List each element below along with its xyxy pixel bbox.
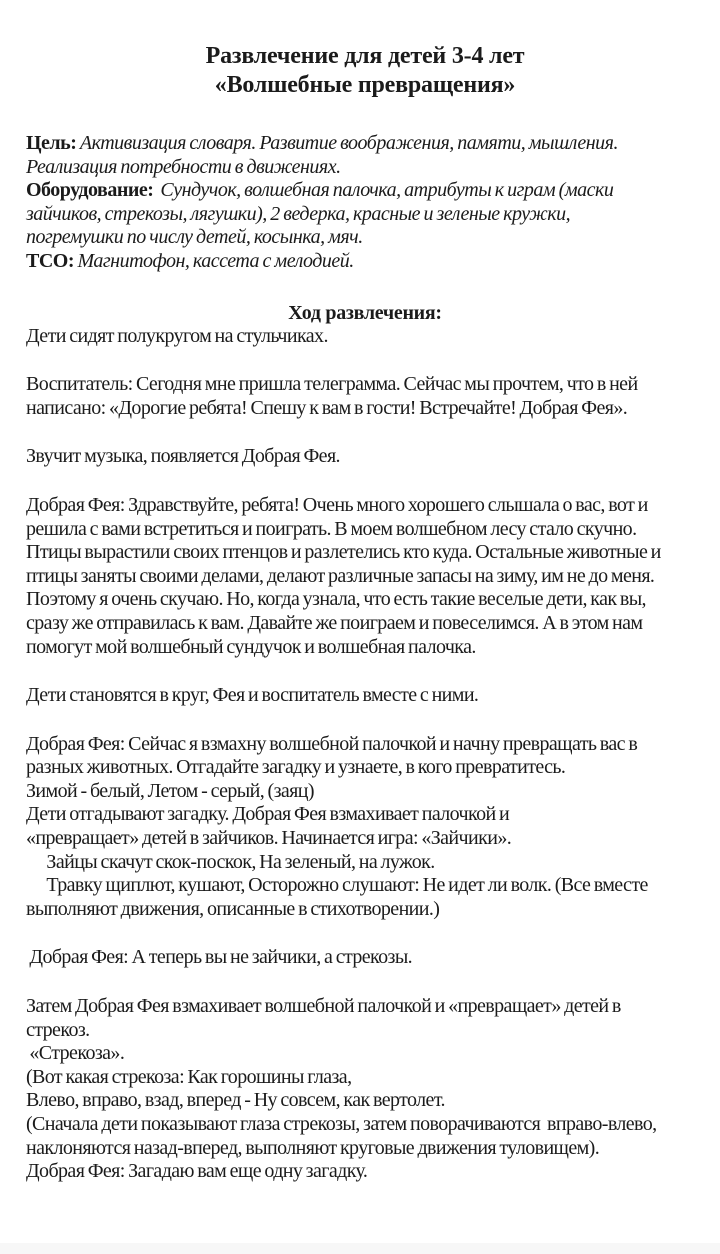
paragraph xyxy=(26,325,704,349)
text-line: Птицы вырастили своих птенцов и разлетелись кто куда. Остальные животные и xyxy=(26,541,661,564)
text-line: помогут мой волшебный сундучок и волшебная палочка. xyxy=(26,635,476,658)
text-line: стрекоз. xyxy=(26,1018,90,1041)
text-line: Добрая Фея: Здравствуйте, ребята! Очень много хорошего слышала о вас, вот и xyxy=(26,493,648,516)
text-line: выполняют движения, описанные в стихотворении.) xyxy=(26,897,440,920)
meta-line xyxy=(26,156,704,180)
text-line: «Стрекоза». xyxy=(26,1042,125,1065)
meta-label: Оборудование: xyxy=(26,179,154,202)
text-line: Травку щиплют, кушают, Осторожно слушают: Не идет ли волк. (Все вместе xyxy=(26,874,648,897)
meta-line xyxy=(26,132,704,156)
paragraph xyxy=(26,684,704,708)
page-title-line-1: Развлечение для детей 3-4 лет xyxy=(205,43,525,69)
text-line: Дети сидят полукругом на стульчиках. xyxy=(26,324,328,347)
meta-line xyxy=(26,203,704,227)
text-line: Воспитатель: Сегодня мне пришла телеграмма. Сейчас мы прочтем, что в ней xyxy=(26,373,638,396)
meta-text: Магнитофон, кассета с мелодией. xyxy=(74,249,354,272)
text-line: Зимой - белый, Летом - серый, (заяц) xyxy=(26,779,314,802)
text-line: (Вот какая стрекоза: Как горошины глаза, xyxy=(26,1065,352,1088)
text-line: птицы заняты своими делами, делают различные запасы на зиму, им не до меня. xyxy=(26,564,655,587)
page-title-line-2: «Волшебные превращения» xyxy=(214,72,516,98)
section-heading: Ход развлечения: xyxy=(288,301,442,324)
text-line: Добрая Фея: А теперь вы не зайчики, а стрекозы. xyxy=(26,946,413,969)
text-line: Дети становятся в круг, Фея и воспитатель вместе с ними. xyxy=(26,684,479,707)
meta-line xyxy=(26,179,704,203)
text-line: решила с вами встретиться и поиграть. В моем волшебном лесу стало скучно. xyxy=(26,517,637,540)
text-line: Добрая Фея: Загадаю вам еще одну загадку. xyxy=(26,1160,368,1183)
paragraph xyxy=(26,995,704,1184)
text-line: разных животных. Отгадайте загадку и узнаете, в кого превратитесь. xyxy=(26,756,566,779)
meta-text: Сундучок, волшебная палочка, атрибуты к играм (маски xyxy=(153,179,614,202)
meta-text: Реализация потребности в движениях. xyxy=(26,155,341,178)
meta-line xyxy=(26,250,704,274)
bottom-band xyxy=(0,1243,720,1254)
text-line: наклоняются назад-вперед, выполняют круговые движения туловищем). xyxy=(26,1136,600,1159)
text-line: написано: «Дорогие ребята! Спешу к вам в гости! Встречайте! Добрая Фея». xyxy=(26,396,628,419)
text-line: Поэтому я очень скучаю. Но, когда узнала, что есть такие веселые дети, как вы, xyxy=(26,588,646,611)
paragraph xyxy=(26,494,704,659)
text-line: (Сначала дети показывают глаза стрекозы, затем поворачиваются вправо-влево, xyxy=(26,1113,657,1135)
text-line: Звучит музыка, появляется Добрая Фея. xyxy=(26,445,340,468)
text-line: Дети отгадывают загадку. Добрая Фея взмахивает палочкой и xyxy=(26,803,510,826)
meta-text: зайчиков, стрекозы, лягушки), 2 ведерка, красные и зеленые кружки, xyxy=(26,202,571,225)
meta-text: погремушки по числу детей, косынка, мяч. xyxy=(26,226,363,249)
text-line: Добрая Фея: Сейчас я взмахну волшебной палочкой и начну превращать вас в xyxy=(26,732,638,755)
text-line: Влево, вправо, взад, вперед - Ну совсем, как вертолет. xyxy=(26,1089,445,1112)
text-line: «превращает» детей в зайчиков. Начинается игра: «Зайчики». xyxy=(26,827,512,850)
page-title xyxy=(26,42,704,100)
paragraph xyxy=(26,445,704,469)
paragraph xyxy=(26,373,704,420)
body-text xyxy=(26,325,704,1184)
text-line: Зайцы скачут скок-поскок, На зеленый, на лужок. xyxy=(26,850,435,873)
meta-line xyxy=(26,226,704,250)
paragraph xyxy=(26,733,704,922)
meta-text: Активизация словаря. Развитие воображения, памяти, мышления. xyxy=(76,132,618,154)
text-line: Затем Добрая Фея взмахивает волшебной палочкой и «превращает» детей в xyxy=(26,995,621,1018)
meta-label: ТСО: xyxy=(26,249,74,272)
paragraph xyxy=(26,946,704,970)
text-line: сразу же отправилась к вам. Давайте же поиграем и повеселимся. А в этом нам xyxy=(26,611,643,634)
meta-block xyxy=(26,132,704,274)
meta-label: Цель: xyxy=(26,132,77,154)
